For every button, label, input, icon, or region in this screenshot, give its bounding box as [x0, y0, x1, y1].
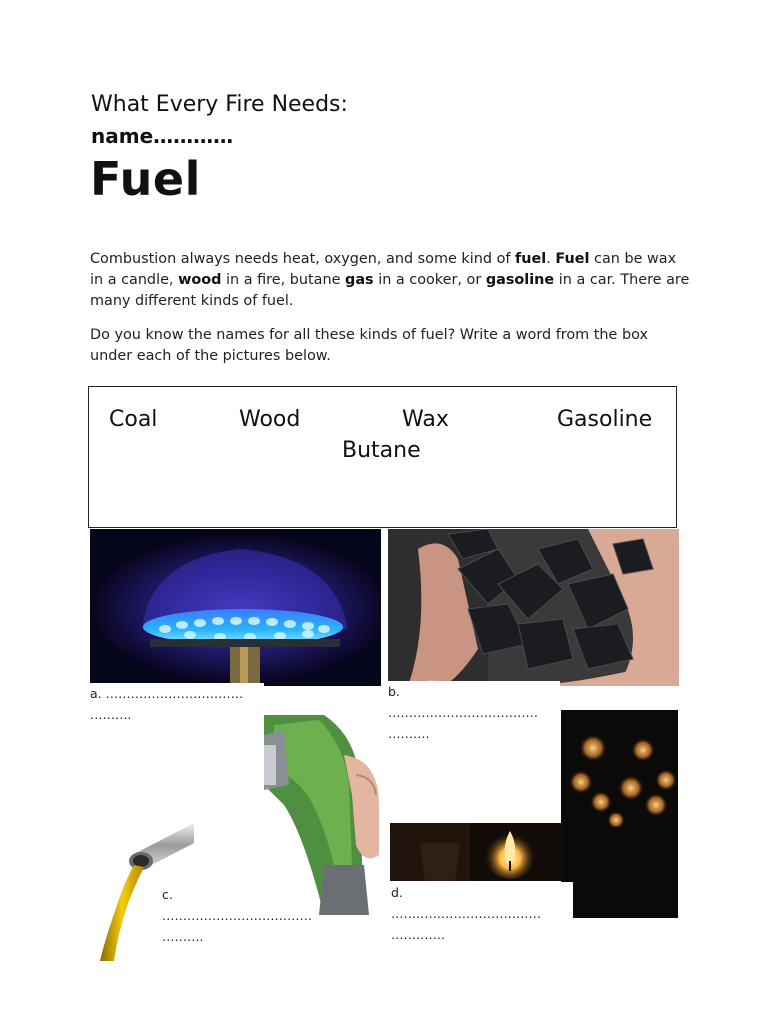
intro-paragraph: Combustion always needs heat, oxygen, and some kind of fuel. Fuel can be wax in a candle, wood in a fire, butane gas in a cooker, or gasoline in a car. There are many different kinds of fuel.: [90, 251, 690, 309]
candles-photo: [561, 710, 678, 918]
answer-b[interactable]: [388, 681, 560, 741]
word-gasoline: Gasoline: [557, 407, 653, 432]
answer-c-label: c.: [162, 887, 173, 902]
word-wax: Wax: [402, 407, 449, 432]
answer-b-line2[interactable]: ……….: [388, 726, 430, 741]
answer-b-line1[interactable]: ………………………………: [388, 705, 538, 720]
answer-c-line1[interactable]: ………………………………: [162, 908, 312, 923]
answer-c-line2[interactable]: ……….: [162, 929, 204, 944]
word-coal: Coal: [109, 407, 158, 432]
worksheet-heading: What Every Fire Needs:: [91, 92, 348, 117]
answer-d-line2[interactable]: ………….: [391, 927, 445, 942]
word-butane: Butane: [342, 438, 421, 463]
answer-a-line2[interactable]: ……….: [90, 707, 132, 722]
instructions-paragraph: Do you know the names for all these kinds of fuel? Write a word from the box under each of the pictures below.: [90, 327, 648, 364]
answer-c[interactable]: [162, 884, 328, 944]
name-field[interactable]: name…………: [91, 124, 234, 148]
answer-a[interactable]: [90, 683, 264, 723]
gas-burner-photo: [90, 529, 381, 686]
answer-d[interactable]: [391, 882, 573, 944]
word-wood: Wood: [239, 407, 301, 432]
word-box: [88, 386, 677, 528]
answer-b-label: b.: [388, 684, 400, 699]
answer-a-line1[interactable]: ……………………………: [105, 686, 244, 701]
candle-flame-photo: [390, 823, 562, 881]
coal-photo: [388, 529, 679, 686]
page-title: Fuel: [90, 152, 201, 206]
answer-d-line1[interactable]: ………………………………: [391, 906, 541, 921]
answer-d-label: d.: [391, 885, 403, 900]
answer-a-label: a.: [90, 686, 102, 701]
